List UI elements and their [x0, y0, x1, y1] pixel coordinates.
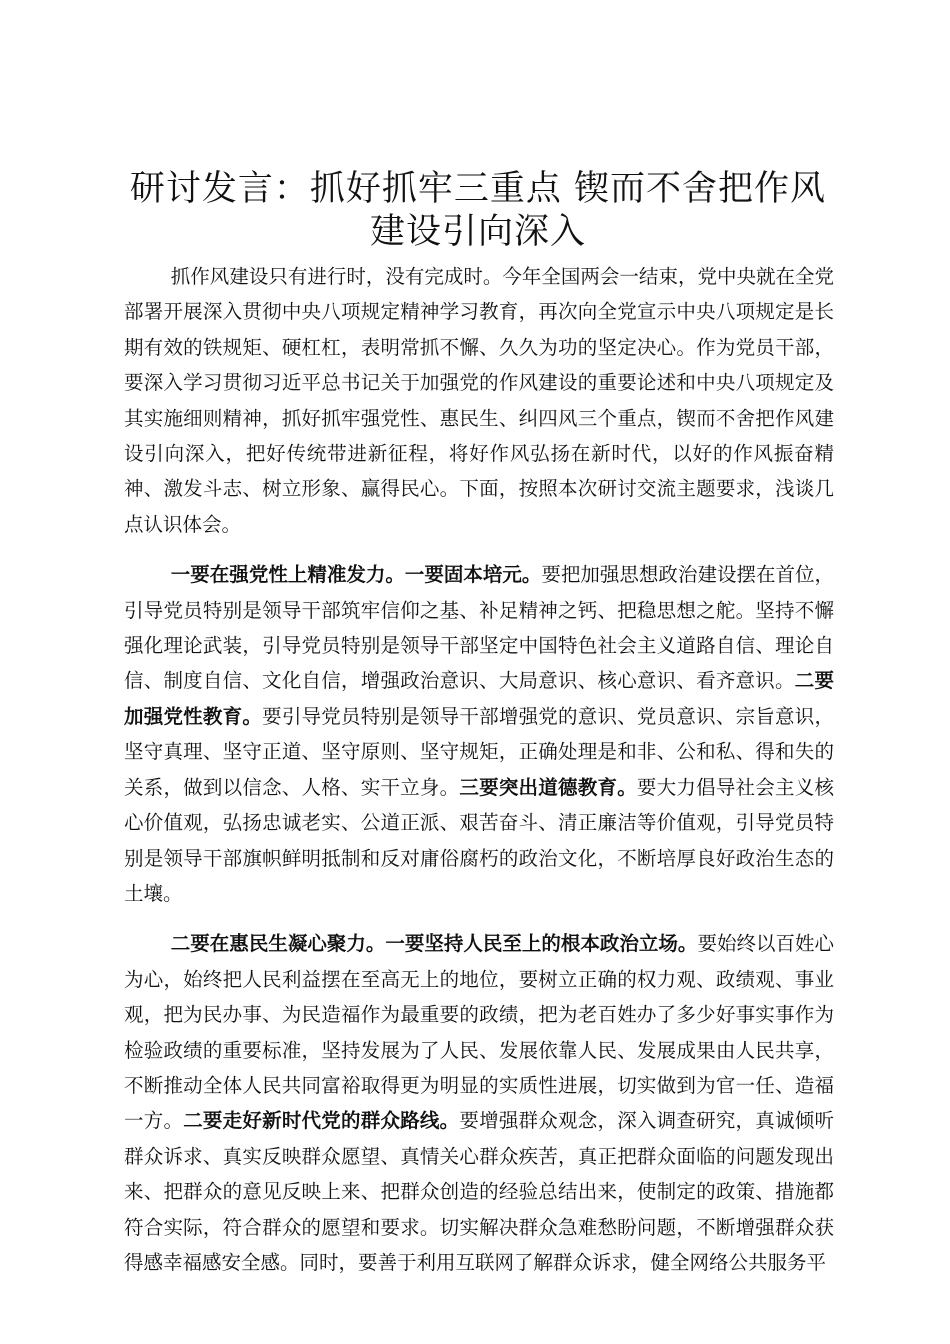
section-1-point-1-text: 要把加强思想政治建设摆在首位，引导党员特别是领导干部筑牢信仰之基、补足精神之钙、把稳思想之舵。坚持不懈强化理论武装，引导党员特别是领导干部坚定中国特色社会主义道路自信、理论自信、制度自信、文化自信，增强政治意识、大局意识、核心意识、看齐意识。 [124, 563, 834, 693]
document-body [124, 259, 834, 1280]
section-1-paragraph [124, 557, 834, 911]
title-line-2: 建设引向深入 [369, 212, 586, 252]
title-line-1: 研讨发言：抓好抓牢三重点 锲而不舍把作风 [129, 169, 827, 209]
intro-paragraph: 抓作风建设只有进行时，没有完成时。今年全国两会一结束，党中央就在全党部署开展深入贯彻中央八项规定精神学习教育，再次向全党宣示中央八项规定是长期有效的铁规矩、硬杠杠，表明常抓不懈、久久为功的坚定决心。作为党员干部，要深入学习贯彻习近平总书记关于加强党的作风建设的重要论述和中央八项规定及其实施细则精神，抓好抓牢强党性、惠民生、纠四风三个重点，锲而不舍把作风建设引向深入，把好传统带进新征程，将好作风弘扬在新时代，以好的作风振奋精神、激发斗志、树立形象、赢得民心。下面，按照本次研讨交流主题要求，浅谈几点认识体会。 [124, 265, 834, 536]
section-2-paragraph [124, 926, 834, 1280]
section-2-heading: 二要在惠民生凝心聚力。 [170, 932, 386, 956]
document-title [128, 168, 828, 254]
section-2-point-1-heading: 一要坚持人民至上的根本政治立场。 [385, 932, 698, 956]
section-1-point-3-text: 要大力倡导社会主义核心价值观，弘扬忠诚老实、公道正派、艰苦奋斗、清正廉洁等价值观，引导党员特别是领导干部旗帜鲜明抵制和反对庸俗腐朽的政治文化，不断培厚良好政治生态的土壤。 [124, 775, 834, 905]
section-1-point-1-heading: 一要固本培元。 [404, 563, 542, 587]
section-2-point-1-text: 要始终以百姓心为心，始终把人民利益摆在至高无上的地位，要树立正确的权力观、政绩观、事业观，把为民办事、为民造福作为最重要的政绩，把为老百姓办了多少好事实事作为检验政绩的重要标准，坚持发展为了人民、发展依靠人民、发展成果由人民共享，不断推动全体人民共同富裕取得更为明显的实质性进展，切实做到为官一任、造福一方。 [124, 932, 834, 1133]
section-1-heading: 一要在强党性上精准发力。 [170, 563, 405, 587]
section-1-point-3-heading: 三要突出道德教育。 [459, 775, 637, 799]
section-2-point-2-heading: 二要走好新时代党的群众路线。 [183, 1109, 460, 1133]
section-1-point-2-text: 要引导党员特别是领导干部增强党的意识、党员意识、宗旨意识，坚守真理、坚守正道、坚守原则、坚守规矩，正确处理是和非、公和私、得和失的关系，做到以信念、人格、实干立身。 [124, 704, 834, 799]
section-2-point-2-text: 要增强群众观念，深入调查研究，真诚倾听群众诉求、真实反映群众愿望、真情关心群众疾苦，真正把群众面临的问题发现出来、把群众的意见反映上来、把群众创造的经验总结出来，使制定的政策、措施都符合实际，符合群众的愿望和要求。切实解决群众急难愁盼问题，不断增强群众获得感幸福感安全感。同时，要善于利用互联网了解群众诉求，健全网络公共服务平 [124, 1109, 834, 1274]
section-1-point-2-heading: 二要加强党性教育。 [124, 669, 834, 728]
